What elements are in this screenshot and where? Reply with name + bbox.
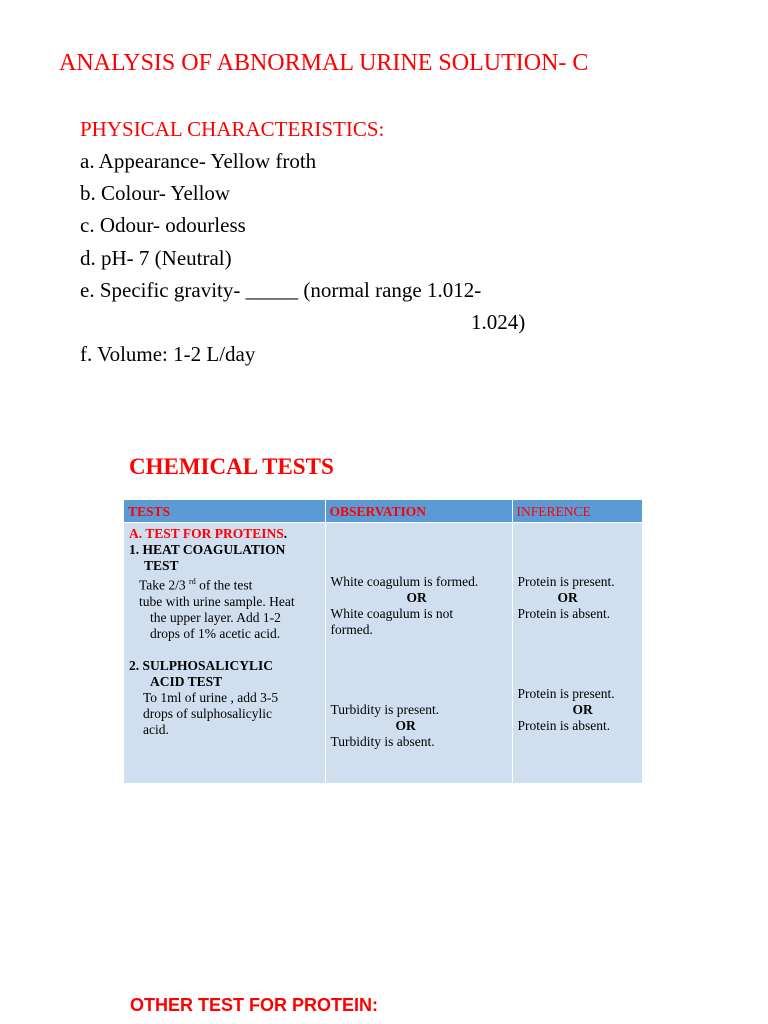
sulphosalicylic-desc-2: drops of sulphosalicylic bbox=[143, 705, 272, 721]
sulphosalicylic-title-cont: ACID TEST bbox=[150, 673, 223, 689]
obs-turbidity-present: Turbidity is present. bbox=[330, 702, 440, 717]
inf-protein-present-1: Protein is present. bbox=[517, 574, 615, 589]
obs-coagulum-formed: White coagulum is formed. bbox=[330, 574, 479, 589]
inf-protein-present-2: Protein is present. bbox=[517, 686, 615, 701]
obs-coagulum-not-formed-cont: formed. bbox=[330, 622, 373, 637]
heat-coagulation-title: 1. HEAT COAGULATION bbox=[129, 542, 286, 557]
sulphosalicylic-desc-1: To 1ml of urine , add 3-5 bbox=[143, 689, 279, 705]
physical-item-odour: c. Odour- odourless bbox=[80, 213, 246, 237]
obs-coagulum-not-formed: White coagulum is not bbox=[330, 606, 454, 621]
inf-or-1: OR bbox=[557, 590, 578, 605]
tests-cell bbox=[124, 523, 325, 784]
physical-item-specific-gravity: e. Specific gravity- _____ (normal range 1.012- bbox=[80, 278, 482, 302]
heat-coagulation-desc-2: tube with urine sample. Heat bbox=[139, 593, 295, 609]
obs-or-1: OR bbox=[406, 590, 427, 605]
physical-item-volume: f. Volume: 1-2 L/day bbox=[80, 342, 256, 366]
inf-or-2: OR bbox=[572, 702, 593, 717]
inference-cell bbox=[512, 523, 642, 784]
heat-coagulation-desc-3: the upper layer. Add 1-2 bbox=[150, 609, 281, 625]
physical-item-specific-gravity-cont: 1.024) bbox=[471, 310, 526, 334]
physical-characteristics-heading: PHYSICAL CHARACTERISTICS: bbox=[80, 117, 385, 141]
sulphosalicylic-desc-3: acid. bbox=[143, 721, 169, 737]
heat-coagulation-desc-4: drops of 1% acetic acid. bbox=[150, 625, 281, 641]
other-test-heading: OTHER TEST FOR PROTEIN: bbox=[130, 995, 379, 1015]
inf-protein-absent-1: Protein is absent. bbox=[517, 606, 611, 621]
physical-item-colour: b. Colour- Yellow bbox=[80, 181, 231, 205]
heat-coagulation-desc: Take 2/3 $^{rd}$ of the test bbox=[139, 577, 253, 593]
header-observation: OBSERVATION bbox=[325, 500, 512, 523]
sulphosalicylic-title: 2. SULPHOSALICYLIC bbox=[129, 657, 274, 673]
obs-or-2: OR bbox=[395, 718, 416, 733]
chemical-tests-table bbox=[124, 500, 643, 783]
table-header-row bbox=[124, 500, 642, 523]
obs-turbidity-absent: Turbidity is absent. bbox=[330, 734, 435, 749]
chemical-tests-heading: CHEMICAL TESTS bbox=[129, 454, 334, 479]
inf-protein-absent-2: Protein is absent. bbox=[517, 718, 611, 733]
header-tests: TESTS bbox=[124, 500, 325, 523]
heat-coagulation-title-cont: TEST bbox=[144, 558, 179, 573]
protein-section-title: A. TEST FOR PROTEINS. bbox=[129, 526, 288, 541]
physical-item-appearance: a. Appearance- Yellow froth bbox=[80, 149, 317, 173]
observation-cell bbox=[325, 523, 512, 784]
table-row bbox=[124, 523, 642, 784]
page-title: ANALYSIS OF ABNORMAL URINE SOLUTION- C bbox=[59, 50, 589, 76]
header-inference: INFERENCE bbox=[512, 500, 642, 523]
physical-item-ph: d. pH- 7 (Neutral) bbox=[80, 246, 232, 270]
